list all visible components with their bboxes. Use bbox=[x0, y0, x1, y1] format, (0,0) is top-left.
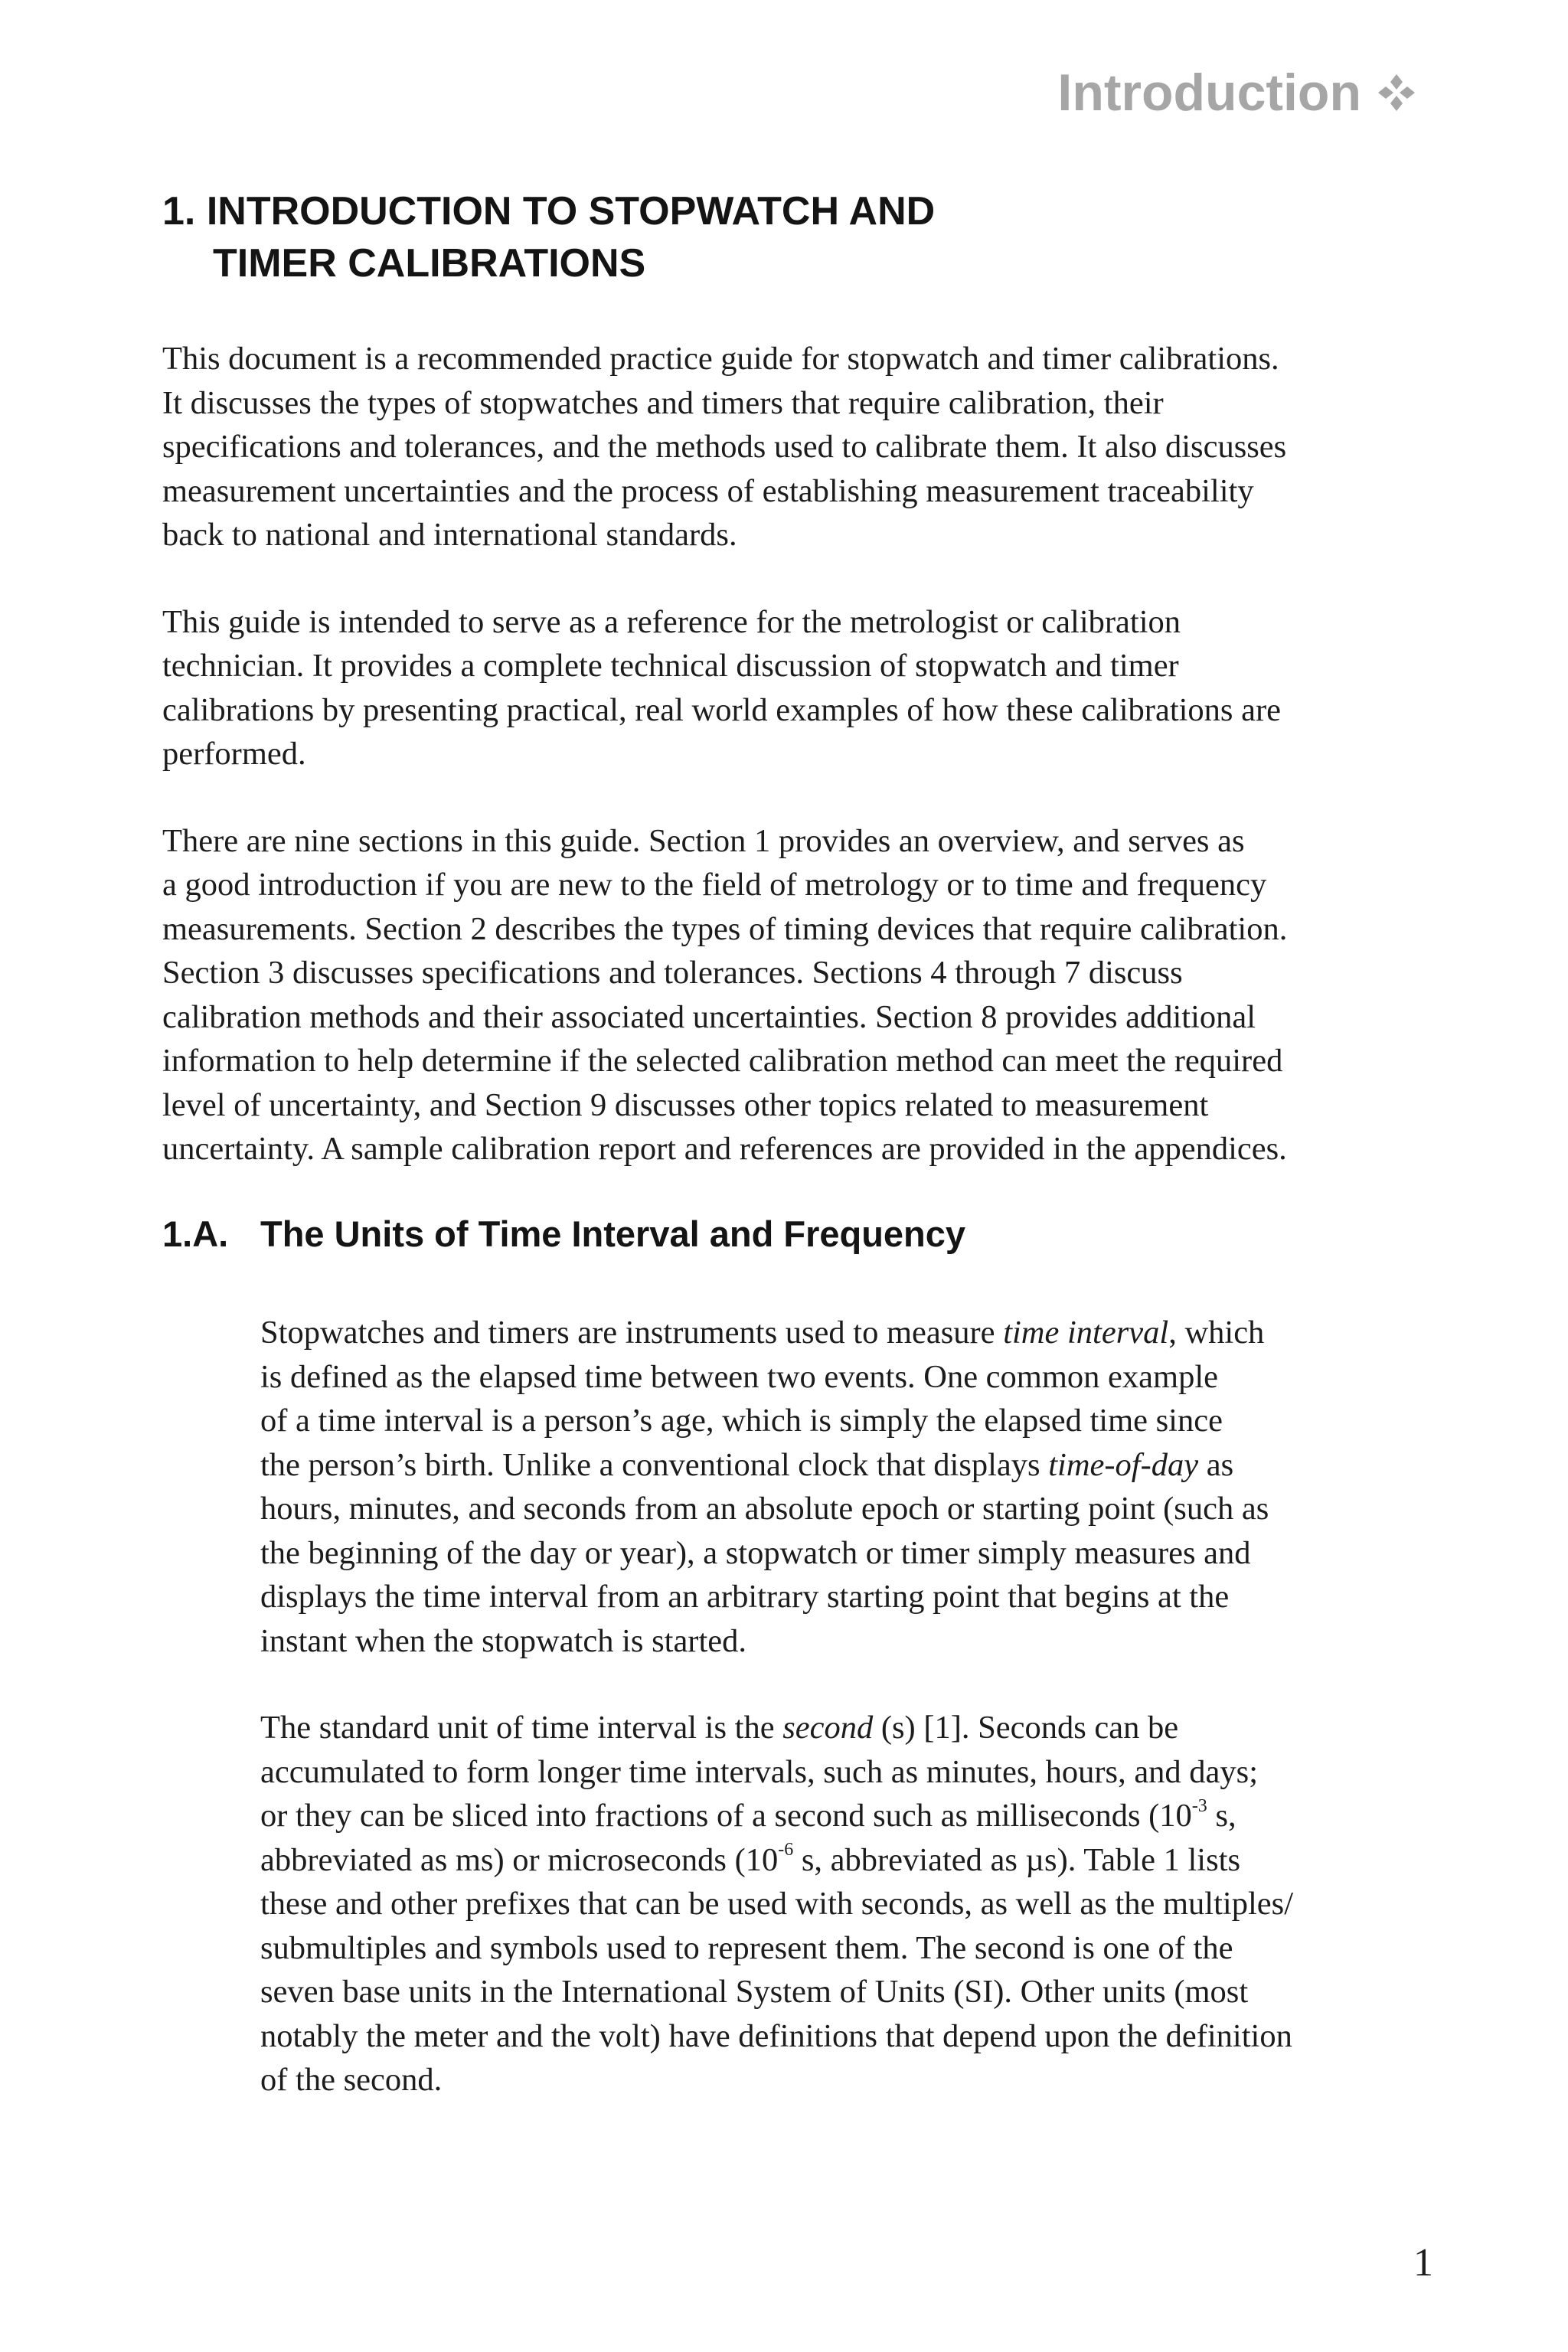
intro-paragraph-2 bbox=[162, 600, 1433, 776]
text-line: of a time interval is a person’s age, which is simply the elapsed time since bbox=[260, 1403, 1223, 1439]
text-line: level of uncertainty, and Section 9 discusses other topics related to measurement bbox=[162, 1086, 1209, 1123]
exponent: -3 bbox=[1191, 1795, 1207, 1816]
text-line: calibration methods and their associated uncertainties. Section 8 provides additional bbox=[162, 998, 1256, 1035]
text-line: It discusses the types of stopwatches and timers that require calibration, their bbox=[162, 384, 1164, 421]
chapter-title bbox=[162, 185, 935, 289]
exponent: -6 bbox=[778, 1840, 794, 1860]
section-heading-1a bbox=[162, 1211, 965, 1257]
section-1a-body bbox=[260, 1311, 1433, 2102]
text-line: calibrations by presenting practical, real world examples of how these calibrations are bbox=[162, 691, 1281, 728]
section-1a-paragraph-1 bbox=[260, 1311, 1433, 1663]
text-line: uncertainty. A sample calibration report and references are provided in the appendices. bbox=[162, 1131, 1287, 1167]
italic-term: second bbox=[782, 1710, 874, 1746]
text-line: performed. bbox=[162, 736, 306, 772]
running-head bbox=[1057, 63, 1416, 122]
text-line: back to national and international standards. bbox=[162, 517, 737, 553]
text-line: specifications and tolerances, and the methods used to calibrate them. It also discusses bbox=[162, 429, 1287, 465]
italic-term: time-of-day bbox=[1048, 1446, 1199, 1483]
text-line: instant when the stopwatch is started. bbox=[260, 1622, 747, 1659]
text-line: these and other prefixes that can be used with seconds, as well as the multiples/ bbox=[260, 1886, 1294, 1922]
section-title: The Units of Time Interval and Frequency bbox=[260, 1214, 966, 1254]
text-line: measurement uncertainties and the process of establishing measurement traceability bbox=[162, 472, 1254, 509]
text-line: a good introduction if you are new to the field of metrology or to time and frequency bbox=[162, 867, 1267, 903]
text-line: This guide is intended to serve as a reference for the metrologist or calibration bbox=[162, 603, 1181, 640]
text-line: the person’s birth. Unlike a conventional clock that displays time-of-day as bbox=[260, 1446, 1234, 1483]
italic-term: time interval bbox=[1003, 1315, 1169, 1351]
text-line: This document is a recommended practice guide for stopwatch and timer calibrations. bbox=[162, 341, 1279, 377]
section-number: 1.A. bbox=[162, 1214, 229, 1254]
text-line: of the second. bbox=[260, 2062, 443, 2098]
four-diamond-ornament-icon bbox=[1377, 73, 1416, 113]
chapter-title-line-2: TIMER CALIBRATIONS bbox=[213, 241, 646, 286]
text-line: The standard unit of time interval is the second (s) [1]. Seconds can be bbox=[260, 1710, 1179, 1746]
running-head-label: Introduction bbox=[1057, 64, 1361, 122]
text-line: There are nine sections in this guide. Section 1 provides an overview, and serves as bbox=[162, 822, 1245, 859]
text-line: measurements. Section 2 describes the types of timing devices that require calibration. bbox=[162, 910, 1288, 947]
text-line: notably the meter and the volt) have definitions that depend upon the definition bbox=[260, 2017, 1292, 2054]
text-line: abbreviated as ms) or microseconds ($10^{-6}$ s, abbreviated as µs). Table 1 lists bbox=[260, 1840, 1240, 1878]
text-line: accumulated to form longer time intervals, such as minutes, hours, and days; bbox=[260, 1753, 1259, 1790]
text-line: hours, minutes, and seconds from an absolute epoch or starting point (such as bbox=[260, 1491, 1269, 1527]
text-line: submultiples and symbols used to represent them. The second is one of the bbox=[260, 1929, 1233, 1966]
page-number: 1 bbox=[1413, 2241, 1433, 2285]
text-line: Section 3 discusses specifications and tolerances. Sections 4 through 7 discuss bbox=[162, 955, 1183, 991]
intro-section bbox=[162, 337, 1433, 1171]
text-line: the beginning of the day or year), a stopwatch or timer simply measures and bbox=[260, 1534, 1251, 1571]
text-line: displays the time interval from an arbitrary starting point that begins at the bbox=[260, 1579, 1230, 1615]
text-line: Stopwatches and timers are instruments used to measure time interval, which bbox=[260, 1315, 1265, 1351]
text-line: or they can be sliced into fractions of a second such as milliseconds ($10^{-3}$ s, bbox=[260, 1795, 1236, 1834]
text-line: information to help determine if the selected calibration method can meet the required bbox=[162, 1043, 1283, 1079]
chapter-title-line-1: 1. INTRODUCTION TO STOPWATCH AND bbox=[162, 189, 936, 234]
text-line: seven base units in the International System of Units (SI). Other units (most bbox=[260, 1974, 1249, 2010]
intro-paragraph-1 bbox=[162, 337, 1433, 557]
intro-paragraph-3 bbox=[162, 819, 1433, 1171]
text-line: technician. It provides a complete technical discussion of stopwatch and timer bbox=[162, 648, 1179, 684]
text-line: is defined as the elapsed time between two events. One common example bbox=[260, 1358, 1218, 1395]
section-1a-paragraph-2 bbox=[260, 1706, 1433, 2102]
